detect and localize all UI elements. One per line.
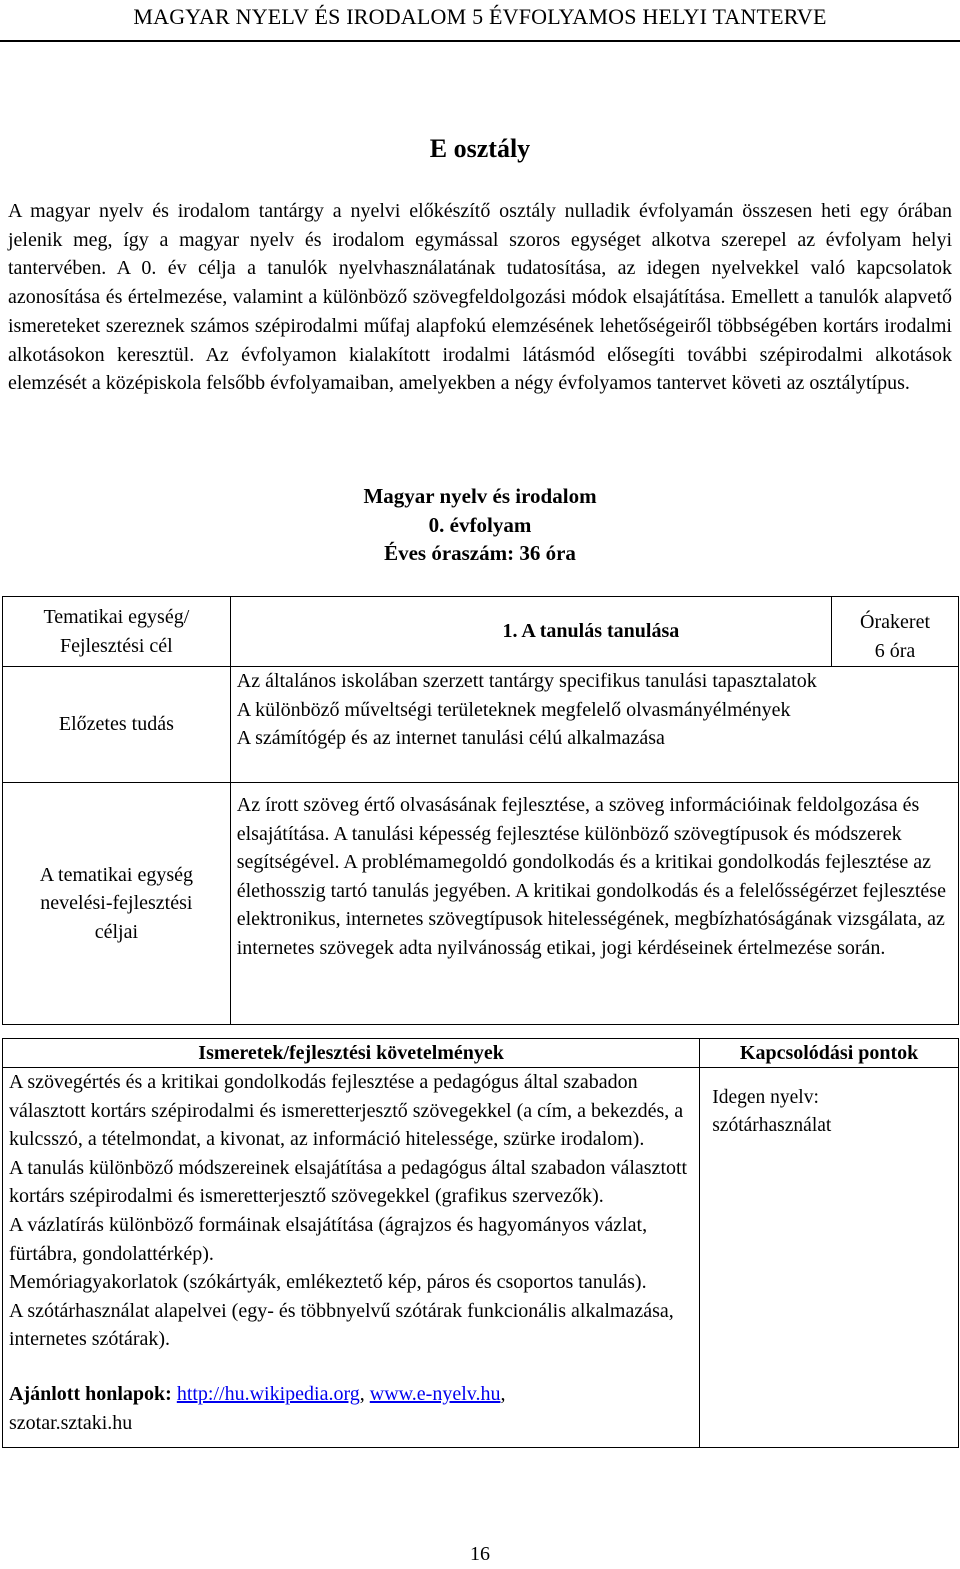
prior-item: A számítógép és az internet tanulási célú alkalmazása (236, 727, 665, 749)
prior-knowledge-label: Előzetes tudás (3, 667, 231, 783)
unit-title: 1. A tanulás tanulása (230, 597, 831, 667)
unit-label-cell (3, 597, 231, 667)
prior-item: A különböző műveltségi területeknek megfelelő olvasmányélmények (236, 698, 791, 721)
spacer (9, 1354, 693, 1380)
goals-label-line3: céljai (94, 920, 139, 943)
section-title: E osztály (429, 134, 531, 163)
unit-label-line2: Fejlesztési cél (60, 634, 173, 657)
requirements-content (3, 1068, 700, 1448)
goals-label-line2: nevelési-fejlesztési (40, 892, 193, 915)
intro-text-part2: Emellett a tanulók alapvető ismereteket szereznek számos szépirodalmi műfaj alapfokú elemzésének lehetőségeiről többségében kortárs irodalmi alkotásokon keresztül. Az évfolyamon kialakított irodalmi látásmód elősegíti további szépirodalmi alkotások elemzését a középiskola felsőbb évfolyamaiban, amelyekben a négy évfolyamos tantervet követi az osztálytípus. (8, 286, 952, 395)
recommended-label: Ajánlott honlapok: (9, 1382, 172, 1405)
requirements-table (2, 1038, 959, 1448)
requirement-item: A szótárhasználat alapelvei (egy- és többnyelvű szótárak funkcionális alkalmazása, internetes szótárak). (9, 1299, 674, 1351)
connection-line1: Idegen nyelv: (712, 1087, 819, 1108)
requirement-item: A szövegértés és a kritikai gondolkodás fejlesztése a pedagógus által szabadon választott kortárs szépirodalmi és ismeretterjesztő szövegekkel (a cím, a bekezdés, a kulcsszó, a tételmondat, a kivonat, az információ hitelessége, szürke irodalom). (9, 1071, 684, 1151)
header-divider (0, 40, 960, 42)
intro-paragraph (8, 197, 952, 398)
requirement-item: Memóriagyakorlatok (szókártyák, emlékeztető kép, páros és csoportos tanulás). (9, 1271, 647, 1294)
page-number: 16 (470, 1543, 490, 1565)
unit-label-line1: Tematikai egység/ (43, 606, 190, 628)
requirement-item: A tanulás különböző módszereinek elsajátítása a pedagógus által szabadon választott kortárs szépirodalmi és ismeretterjesztő szövegekkel (grafikus szervezők). (9, 1156, 688, 1208)
separator: , (359, 1382, 365, 1405)
subject-heading (0, 482, 960, 568)
hours-value: 6 óra (874, 639, 916, 662)
goals-label-cell (3, 783, 231, 1025)
document-header: MAGYAR NYELV ÉS IRODALOM 5 ÉVFOLYAMOS HELYI TANTERVE (133, 4, 827, 29)
e-nyelv-link[interactable]: www.e-nyelv.hu (369, 1382, 501, 1405)
unit-table (2, 596, 959, 1025)
sztaki-site: szotar.sztaki.hu (9, 1411, 133, 1434)
requirement-item: A vázlatírás különböző formáinak elsajátítása (ágrajzos és hagyományos vázlat, fürtábra, gondolattérkép). (9, 1213, 648, 1265)
subject-grade: 0. évfolyam (428, 512, 532, 537)
hours-label: Órakeret (860, 611, 930, 633)
subject-name: Magyar nyelv és irodalom (363, 484, 597, 508)
wikipedia-link[interactable]: http://hu.wikipedia.org (176, 1382, 360, 1405)
hours-cell (832, 597, 959, 667)
intro-text-part1: A magyar nyelv és irodalom tantárgy a nyelvi előkészítő osztály nulladik évfolyamán összesen heti egy órában jelenik meg, így a magyar nyelv és irodalom egymással szoros egységet alkotva szerepel az évfolyam helyi tantervében. A 0. év célja a tanulók nyelvhasználatának tudatosítása, az idegen nyelvekkel való kapcsolatok azonosítása és értelmezése, valamint a különböző szövegfeldolgozási módok elsajátítása. (8, 200, 952, 309)
subject-hours: Éves óraszám: 36 óra (384, 541, 576, 565)
requirements-header: Ismeretek/fejlesztési követelmények (3, 1039, 700, 1068)
connections-content (700, 1068, 959, 1448)
prior-item: Az általános iskolában szerzett tantárgy specifikus tanulási tapasztalatok (236, 670, 817, 692)
goals-label-line1: A tematikai egység (39, 863, 194, 886)
recommended-sites (9, 1380, 693, 1409)
prior-knowledge-content (230, 667, 958, 783)
connections-header: Kapcsolódási pontok (700, 1039, 959, 1068)
separator: , (500, 1382, 506, 1405)
connection-line2: szótárhasználat (712, 1115, 832, 1136)
goals-content: Az írott szöveg értő olvasásának fejlesztése, a szöveg információinak feldolgozása és elsajátítása. A tanulási képesség fejlesztése különböző szövegtípusok és módszerek segítségével. A problémamegoldó gondolkodás és a kritikai gondolkodás fejlesztése az élethosszig tartó tanulás jegyében. A kritikai gondolkodás és a felelősségérzet fejlesztése elektronikus, internetes szövegtípusok hitelességének, megbízhatóságának vizsgálata, az internetes szövegek adta nyilvánosság etikai, jogi kérdéseinek értelmezése során. (230, 783, 958, 1025)
